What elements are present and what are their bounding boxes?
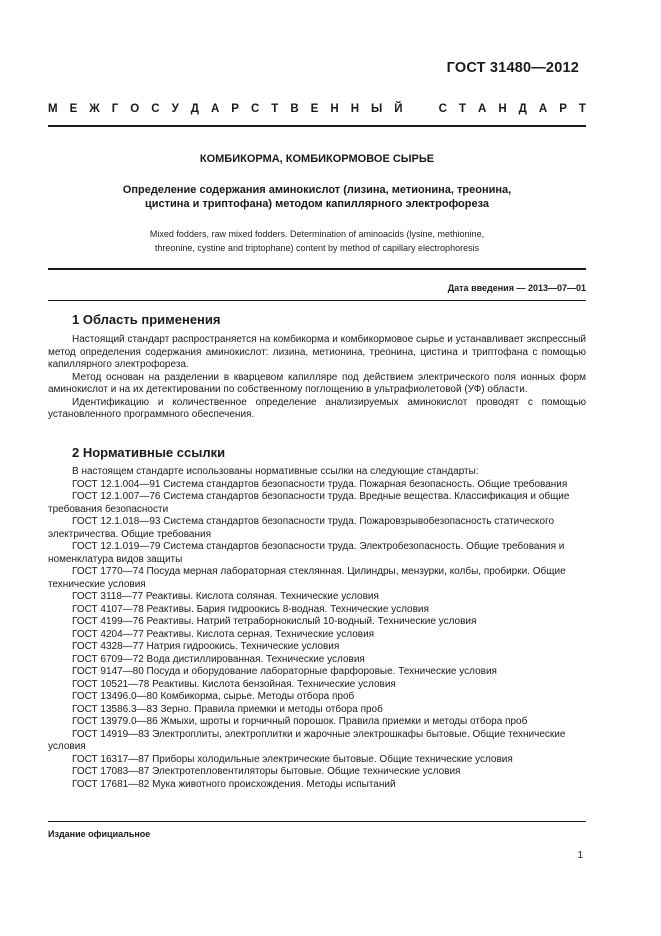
banner-letter: Н bbox=[330, 103, 339, 115]
date-rule bbox=[48, 300, 586, 301]
banner-letter: А bbox=[210, 103, 220, 115]
reference-item: ГОСТ 12.1.004—91 Система стандартов безопасности труда. Пожарная безопасность. Общие требования bbox=[72, 478, 568, 490]
references-intro: В настоящем стандарте использованы нормативные ссылки на следующие стандарты: bbox=[72, 466, 479, 477]
reference-item: ГОСТ 10521—78 Реактивы. Кислота бензойная. Технические условия bbox=[72, 678, 396, 690]
reference-item: ГОСТ 14919—83 Электроплиты, электроплитки и жарочные электрошкафы бытовые. Общие технические условия bbox=[48, 728, 566, 752]
banner-letter: Й bbox=[394, 103, 403, 115]
banner-letter: Ж bbox=[89, 103, 100, 115]
header-rule bbox=[48, 125, 586, 127]
english-title-line: threonine, cystine and triptophane) content by method of capillary electrophoresis bbox=[154, 243, 480, 253]
banner-letter: Е bbox=[310, 103, 319, 115]
banner-letter: Д bbox=[190, 103, 199, 115]
reference-item: ГОСТ 13496.0—80 Комбикорма, сырье. Методы отбора проб bbox=[72, 691, 355, 702]
reference-item: ГОСТ 16317—87 Приборы холодильные электрические бытовые. Общие технические условия bbox=[72, 753, 513, 765]
english-title-line: Mixed fodders, raw mixed fodders. Determination of aminoacids (lysine, methionine, bbox=[149, 229, 485, 239]
paragraph: Настоящий стандарт распространяется на комбикорма и комбикормовое сырье и устанавливает экспрессный метод определения содержания аминокислот: лизина, метионина, треонина, цистина и триптофана с помощью капиллярного электрофореза. bbox=[48, 334, 586, 370]
standard-code: ГОСТ 31480—2012 bbox=[446, 60, 579, 76]
normative-references bbox=[48, 466, 586, 791]
english-title bbox=[48, 227, 586, 255]
reference-item: ГОСТ 4107—78 Реактивы. Бария гидроокись 8-водная. Технические условия bbox=[72, 603, 429, 615]
paragraph: Метод основан на разделении в кварцевом капилляре под действием электрического поля ионных форм аминокислот и на их детектировании по собственному поглощению в ультрафиолетовой (УФ) области. bbox=[48, 371, 586, 395]
section-1-body bbox=[48, 334, 586, 422]
section-2-heading: 2 Нормативные ссылки bbox=[72, 445, 226, 460]
banner-letter: Т bbox=[271, 103, 279, 115]
banner-letter: Т bbox=[578, 103, 586, 115]
footer-rule bbox=[48, 821, 586, 822]
banner-letter: Н bbox=[350, 103, 359, 115]
document-subtitle bbox=[48, 183, 586, 211]
reference-item: ГОСТ 9147—80 Посуда и оборудование лабораторные фарфоровые. Технические условия bbox=[72, 666, 497, 677]
banner-letter: О bbox=[130, 103, 140, 115]
banner-letter: А bbox=[538, 103, 548, 115]
reference-item: ГОСТ 17083—87 Электротепловентиляторы бытовые. Общие технические условия bbox=[72, 766, 461, 777]
banner-letter: Г bbox=[111, 103, 119, 115]
reference-item: ГОСТ 6709—72 Вода дистиллированная. Технические условия bbox=[72, 653, 365, 665]
paragraph: Идентификацию и количественное определение анализируемых аминокислот проводят с помощью установленного программного обеспечения. bbox=[48, 396, 586, 420]
reference-item: ГОСТ 1770—74 Посуда мерная лабораторная стеклянная. Цилиндры, мензурки, колбы, пробирки. Общие технические условия bbox=[48, 566, 566, 590]
banner-letter: А bbox=[477, 103, 487, 115]
subtitle-line: Определение содержания аминокислот (лизина, метионина, треонина, bbox=[122, 184, 512, 196]
banner-letter: Р bbox=[559, 103, 567, 115]
official-edition-label: Издание официальное bbox=[48, 829, 151, 839]
banner-letter: С bbox=[438, 103, 447, 115]
reference-item: ГОСТ 4204—77 Реактивы. Кислота серная. Технические условия bbox=[72, 628, 375, 640]
reference-item: ГОСТ 17681—82 Мука животного происхождения. Методы испытаний bbox=[72, 778, 396, 790]
reference-item: ГОСТ 4328—77 Натрия гидроокись. Технические условия bbox=[72, 641, 340, 652]
banner-letter: В bbox=[290, 103, 299, 115]
reference-item: ГОСТ 12.1.007—76 Система стандартов безопасности труда. Вредные вещества. Классификация и общие требования безопасности bbox=[48, 491, 570, 515]
interstate-standard-banner bbox=[48, 103, 586, 115]
introduction-date: Дата введения — 2013—07—01 bbox=[447, 283, 586, 293]
banner-letter: Ы bbox=[371, 103, 383, 115]
banner-letter: Е bbox=[69, 103, 78, 115]
reference-item: ГОСТ 4199—76 Реактивы. Натрий тетраборнокислый 10-водный. Технические условия bbox=[72, 616, 477, 627]
banner-letter: Н bbox=[498, 103, 507, 115]
reference-item: ГОСТ 13586.3—83 Зерно. Правила приемки и методы отбора проб bbox=[72, 703, 383, 715]
page-number: 1 bbox=[577, 850, 583, 861]
banner-letter: М bbox=[48, 103, 58, 115]
title-rule bbox=[48, 268, 586, 270]
banner-letter: Д bbox=[518, 103, 527, 115]
reference-item: ГОСТ 13979.0—86 Жмыхи, шроты и горчичный порошок. Правила приемки и методы отбора проб bbox=[72, 716, 528, 727]
banner-letter: С bbox=[151, 103, 160, 115]
banner-letter: Р bbox=[231, 103, 239, 115]
banner-letter: С bbox=[250, 103, 260, 115]
reference-item: ГОСТ 12.1.019—79 Система стандартов безопасности труда. Электробезопасность. Общие требования и номенклатура видов защиты bbox=[48, 541, 565, 565]
document-title: КОМБИКОРМА, КОМБИКОРМОВОЕ СЫРЬЕ bbox=[199, 153, 435, 165]
section-1-heading: 1 Область применения bbox=[72, 312, 221, 327]
reference-item: ГОСТ 12.1.018—93 Система стандартов безопасности труда. Пожаровзрывобезопасность статического электричества. Общие требования bbox=[48, 516, 555, 540]
subtitle-line: цистина и триптофана) методом капиллярного электрофореза bbox=[144, 198, 490, 210]
banner-letter: Т bbox=[458, 103, 466, 115]
reference-item: ГОСТ 3118—77 Реактивы. Кислота соляная. Технические условия bbox=[72, 591, 379, 602]
banner-letter: У bbox=[171, 103, 179, 115]
